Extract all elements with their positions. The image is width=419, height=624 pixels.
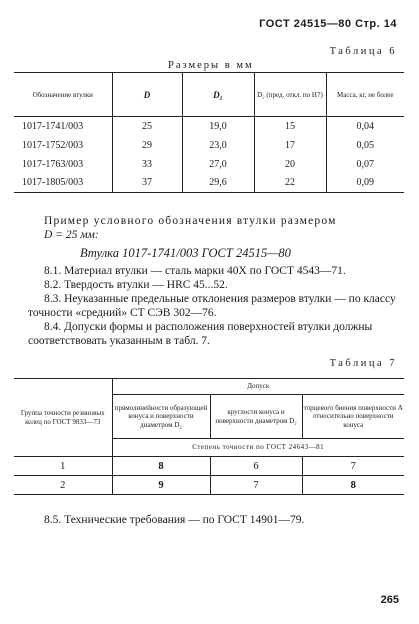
table-row: [14, 457, 404, 476]
table-cell: 23,0: [182, 136, 254, 155]
table-cell: 9: [112, 476, 210, 495]
table-cell: 22: [254, 174, 326, 193]
table-row: [14, 136, 404, 155]
table6-header: D: [112, 73, 182, 117]
table-cell: 0,04: [326, 117, 404, 136]
clause-8-3: 8.3. Неуказанные предельные отклонения размеров втулки — по классу точности «средний» СТ СЭВ 302—76.: [28, 293, 396, 319]
table-cell: 27,0: [182, 155, 254, 174]
table6-header: D₂ (пред. откл. по H7): [254, 73, 326, 117]
table-cell: 6: [210, 457, 302, 476]
table-cell: 0,05: [326, 136, 404, 155]
table7-label: Таблица 7: [329, 358, 397, 369]
table6-header: Обозначение втулки: [14, 73, 112, 117]
table6-header: Масса, кг, не более: [326, 73, 404, 117]
table-cell: 0,09: [326, 174, 404, 193]
clause-8-4: 8.4. Допуски формы и расположения поверхностей втулки должны соответствовать указанным в табл. 7.: [28, 321, 373, 347]
table-cell: 25: [112, 117, 182, 136]
table-row: [14, 155, 404, 174]
table-cell: 1017-1752/003: [22, 139, 84, 151]
table7-group-header: Группа точности резиновых колец по ГОСТ 9833—73: [14, 379, 112, 457]
clause-8-1: 8.1. Материал втулки — сталь марки 40Х по ГОСТ 4543—71.: [44, 265, 346, 277]
table-cell: 8: [112, 457, 210, 476]
table7-col-header: торцевого биения поверхности А относительно поверхности конуса: [302, 395, 404, 439]
table6: [14, 72, 404, 193]
table-cell: 0,07: [326, 155, 404, 174]
table-cell: 7: [302, 457, 404, 476]
clause-8-2: 8.2. Твердость втулки — HRC 45...52.: [44, 279, 228, 291]
page-number: 265: [380, 594, 399, 606]
table-cell: 2: [14, 476, 112, 495]
table-cell: 33: [112, 155, 182, 174]
table6-caption: Размеры в мм: [168, 60, 254, 71]
table-cell: 17: [254, 136, 326, 155]
table-cell: 7: [210, 476, 302, 495]
table-row: [14, 117, 404, 136]
table-cell: 1017-1763/003: [22, 158, 84, 170]
clause-8-5: 8.5. Технические требования — по ГОСТ 14901—79.: [44, 514, 305, 526]
table7-degree-header: Степень точности по ГОСТ 24643—81: [112, 439, 404, 457]
table-cell: 15: [254, 117, 326, 136]
table-cell: 1017-1805/003: [14, 174, 112, 193]
example-intro: Пример условного обозначения втулки размером: [44, 215, 337, 227]
designation: Втулка 1017-1741/003 ГОСТ 24515—80: [80, 246, 291, 260]
table-cell: 1: [14, 457, 112, 476]
table-cell: 29,6: [182, 174, 254, 193]
table-cell: 29: [112, 136, 182, 155]
table-cell: 8: [302, 476, 404, 495]
table6-label: Таблица 6: [329, 46, 397, 57]
table-row: [14, 174, 404, 193]
table-cell: 1017-1741/003: [22, 120, 84, 132]
example-size: D = 25 мм:: [44, 229, 99, 241]
table6-header: D₁: [182, 73, 254, 117]
table-cell: 19,0: [182, 117, 254, 136]
table7: [14, 378, 404, 495]
page-header: ГОСТ 24515—80 Стр. 14: [259, 18, 397, 30]
table7-col-header: прямолинейности образующей конуса и поверхности диаметром D₂: [112, 395, 210, 439]
table-row: [14, 476, 404, 495]
table7-col-header: круглости конуса и поверхности диаметром D₂: [210, 395, 302, 439]
table7-tolerance-header: Допуск: [112, 379, 404, 395]
table-cell: 20: [254, 155, 326, 174]
table-cell: 37: [112, 174, 182, 193]
